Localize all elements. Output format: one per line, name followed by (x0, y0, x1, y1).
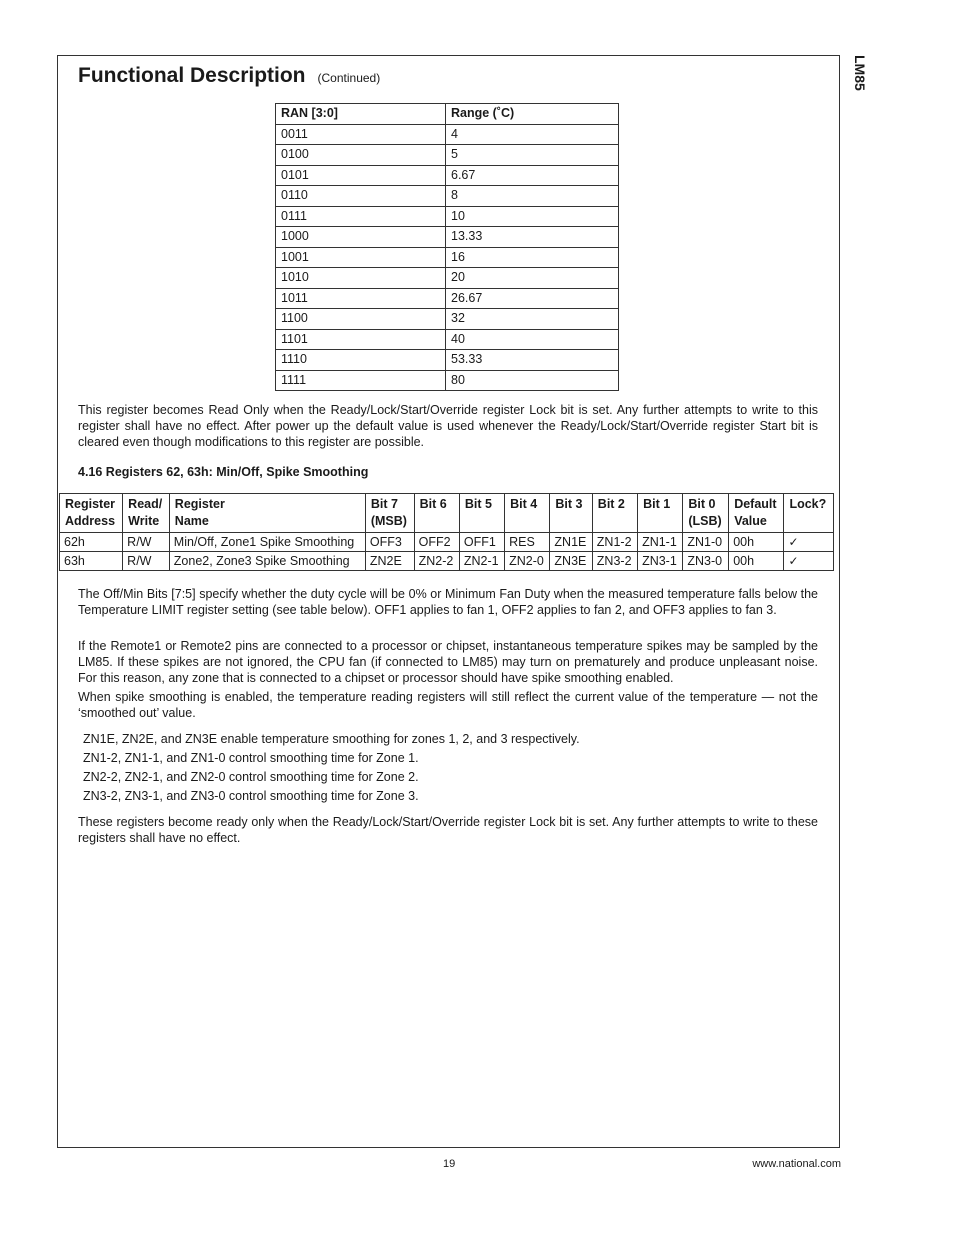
table-row (276, 329, 619, 350)
table-cell: 00h (729, 533, 784, 552)
spike-paragraph: If the Remote1 or Remote2 pins are connected to a processor or chipset, instantaneous temperature spikes may be sampled by the LM85. If these spikes are not ignored, the CPU fan (if connected to LM85) may turn on prematurely and produce unpleasant noise. For this reason, any zone that is connected to a chipset or processor should have spike smoothing enabled. (78, 639, 818, 685)
smoothing-list (83, 730, 580, 806)
header-line: Default (734, 497, 777, 511)
lock-note-paragraph: This register becomes Read Only when the Ready/Lock/Start/Override register Lock bit is set. Any further attempts to write to this register shall have no effect. After power up the default value is used whenever the Ready/Lock/Start/Override register Start bit is cleared even though modifications to this register are possible. (78, 403, 818, 449)
table-header-row (60, 494, 834, 533)
header-line: Value (734, 514, 767, 528)
table-header-cell (365, 494, 414, 533)
table-header-cell: RAN [3:0] (276, 104, 446, 125)
table-row (60, 533, 834, 552)
table-header-cell (638, 494, 683, 533)
table-cell: 32 (446, 309, 619, 330)
table-cell: 0011 (276, 124, 446, 145)
table-cell: ZN2-1 (459, 552, 504, 571)
table-cell: 13.33 (446, 227, 619, 248)
table-cell: 1111 (276, 370, 446, 391)
table-cell: 0110 (276, 186, 446, 207)
table-cell: 5 (446, 145, 619, 166)
table-cell: 1011 (276, 288, 446, 309)
list-item: ZN2-2, ZN2-1, and ZN2-0 control smoothing time for Zone 2. (83, 770, 419, 784)
table-header-cell (592, 494, 637, 533)
table-header-cell (169, 494, 365, 533)
table-row (276, 288, 619, 309)
table-header-cell (683, 494, 729, 533)
table-cell: 1010 (276, 268, 446, 289)
table-row (276, 370, 619, 391)
table-header-cell (729, 494, 784, 533)
table-cell: 53.33 (446, 350, 619, 371)
register-table (59, 493, 834, 571)
table-cell: ZN3-2 (592, 552, 637, 571)
table-cell: 8 (446, 186, 619, 207)
table-cell: ZN1E (550, 533, 592, 552)
table-cell: ZN1-0 (683, 533, 729, 552)
table-cell: 1001 (276, 247, 446, 268)
smoothing-paragraph: When spike smoothing is enabled, the temperature reading registers will still reflect the current value of the temperature — not the ‘smoothed out’ value. (78, 690, 818, 720)
list-item: ZN1-2, ZN1-1, and ZN1-0 control smoothing time for Zone 1. (83, 751, 419, 765)
header-line: (LSB) (688, 514, 722, 528)
table-cell: R/W (123, 552, 170, 571)
table-row (276, 247, 619, 268)
table-cell: 00h (729, 552, 784, 571)
table-cell: 1000 (276, 227, 446, 248)
header-line: Register (174, 497, 225, 511)
table-cell: ZN3E (550, 552, 592, 571)
table-header-cell (60, 494, 123, 533)
table-cell: ZN2-2 (414, 552, 459, 571)
header-line: Bit 3 (555, 497, 583, 511)
table-cell: OFF3 (365, 533, 414, 552)
header-line: Bit 0 (688, 497, 716, 511)
table-cell: 0101 (276, 165, 446, 186)
table-cell: 63h (60, 552, 123, 571)
table-row (276, 309, 619, 330)
header-line: Bit 7 (370, 497, 398, 511)
header-line: Name (174, 514, 209, 528)
header-line: Bit 4 (510, 497, 538, 511)
table-cell: 1101 (276, 329, 446, 350)
table-header-cell (505, 494, 550, 533)
table-header-cell (459, 494, 504, 533)
header-line: Read/ (128, 497, 163, 511)
lock-check-icon: ✓ (784, 552, 834, 571)
header-line: Write (128, 514, 160, 528)
table-row (276, 227, 619, 248)
table-cell: 16 (446, 247, 619, 268)
header-line: Bit 5 (464, 497, 492, 511)
table-cell: RES (505, 533, 550, 552)
section-heading: 4.16 Registers 62, 63h: Min/Off, Spike Smoothing (78, 465, 369, 479)
table-cell: 40 (446, 329, 619, 350)
table-cell: 20 (446, 268, 619, 289)
list-item: ZN1E, ZN2E, and ZN3E enable temperature smoothing for zones 1, 2, and 3 respectively. (83, 732, 580, 746)
table-cell: ZN1-1 (638, 533, 683, 552)
title-continued: (Continued) (317, 71, 381, 85)
header-line: Lock? (789, 497, 827, 511)
table-cell: 0100 (276, 145, 446, 166)
table-header-cell (123, 494, 170, 533)
table-cell: ZN3-1 (638, 552, 683, 571)
table-row (276, 350, 619, 371)
table-header-row (276, 104, 619, 125)
table-cell: ZN3-0 (683, 552, 729, 571)
table-row (276, 124, 619, 145)
table-cell: 10 (446, 206, 619, 227)
off-min-paragraph: The Off/Min Bits [7:5] specify whether the duty cycle will be 0% or Minimum Fan Duty when the measured temperature falls below the Temperature LIMIT register setting (see table below). OFF1 applies to fan 1, OFF2 applies to fan 2, and OFF3 applies to fan 3. (78, 587, 818, 617)
header-line: (MSB) (370, 514, 407, 528)
table-cell: R/W (123, 533, 170, 552)
table-row (276, 165, 619, 186)
list-item: ZN3-2, ZN3-1, and ZN3-0 control smoothing time for Zone 3. (83, 789, 419, 803)
header-line: Address (65, 514, 116, 528)
ran-range-table (275, 103, 619, 391)
table-cell: 80 (446, 370, 619, 391)
table-cell: 6.67 (446, 165, 619, 186)
footer-url: www.national.com (752, 1158, 841, 1170)
lock-check-icon: ✓ (784, 533, 834, 552)
page-title (78, 64, 380, 88)
header-line: Register (65, 497, 116, 511)
header-line: Bit 6 (419, 497, 447, 511)
table-cell: 4 (446, 124, 619, 145)
table-header-cell: Range (˚C) (446, 104, 619, 125)
table-cell: OFF2 (414, 533, 459, 552)
table-cell: Min/Off, Zone1 Spike Smoothing (169, 533, 365, 552)
table-cell: OFF1 (459, 533, 504, 552)
table-cell: 1110 (276, 350, 446, 371)
table-cell: 62h (60, 533, 123, 552)
table-cell: 26.67 (446, 288, 619, 309)
table-row (60, 552, 834, 571)
side-label: LM85 (852, 55, 868, 91)
page-number: 19 (443, 1158, 456, 1170)
table-header-cell (784, 494, 834, 533)
table-cell: ZN2E (365, 552, 414, 571)
table-cell: ZN1-2 (592, 533, 637, 552)
ready-note-paragraph: These registers become ready only when the Ready/Lock/Start/Override register Lock bit is set. Any further attempts to write to these registers shall have no effect. (78, 815, 818, 845)
table-cell: 1100 (276, 309, 446, 330)
header-line: Bit 2 (597, 497, 625, 511)
header-line: Bit 1 (643, 497, 671, 511)
title-text: Functional Description (78, 64, 306, 87)
table-cell: ZN2-0 (505, 552, 550, 571)
table-row (276, 206, 619, 227)
table-row (276, 186, 619, 207)
table-header-cell (414, 494, 459, 533)
table-cell: 0111 (276, 206, 446, 227)
table-cell: Zone2, Zone3 Spike Smoothing (169, 552, 365, 571)
table-row (276, 145, 619, 166)
table-row (276, 268, 619, 289)
table-header-cell (550, 494, 592, 533)
